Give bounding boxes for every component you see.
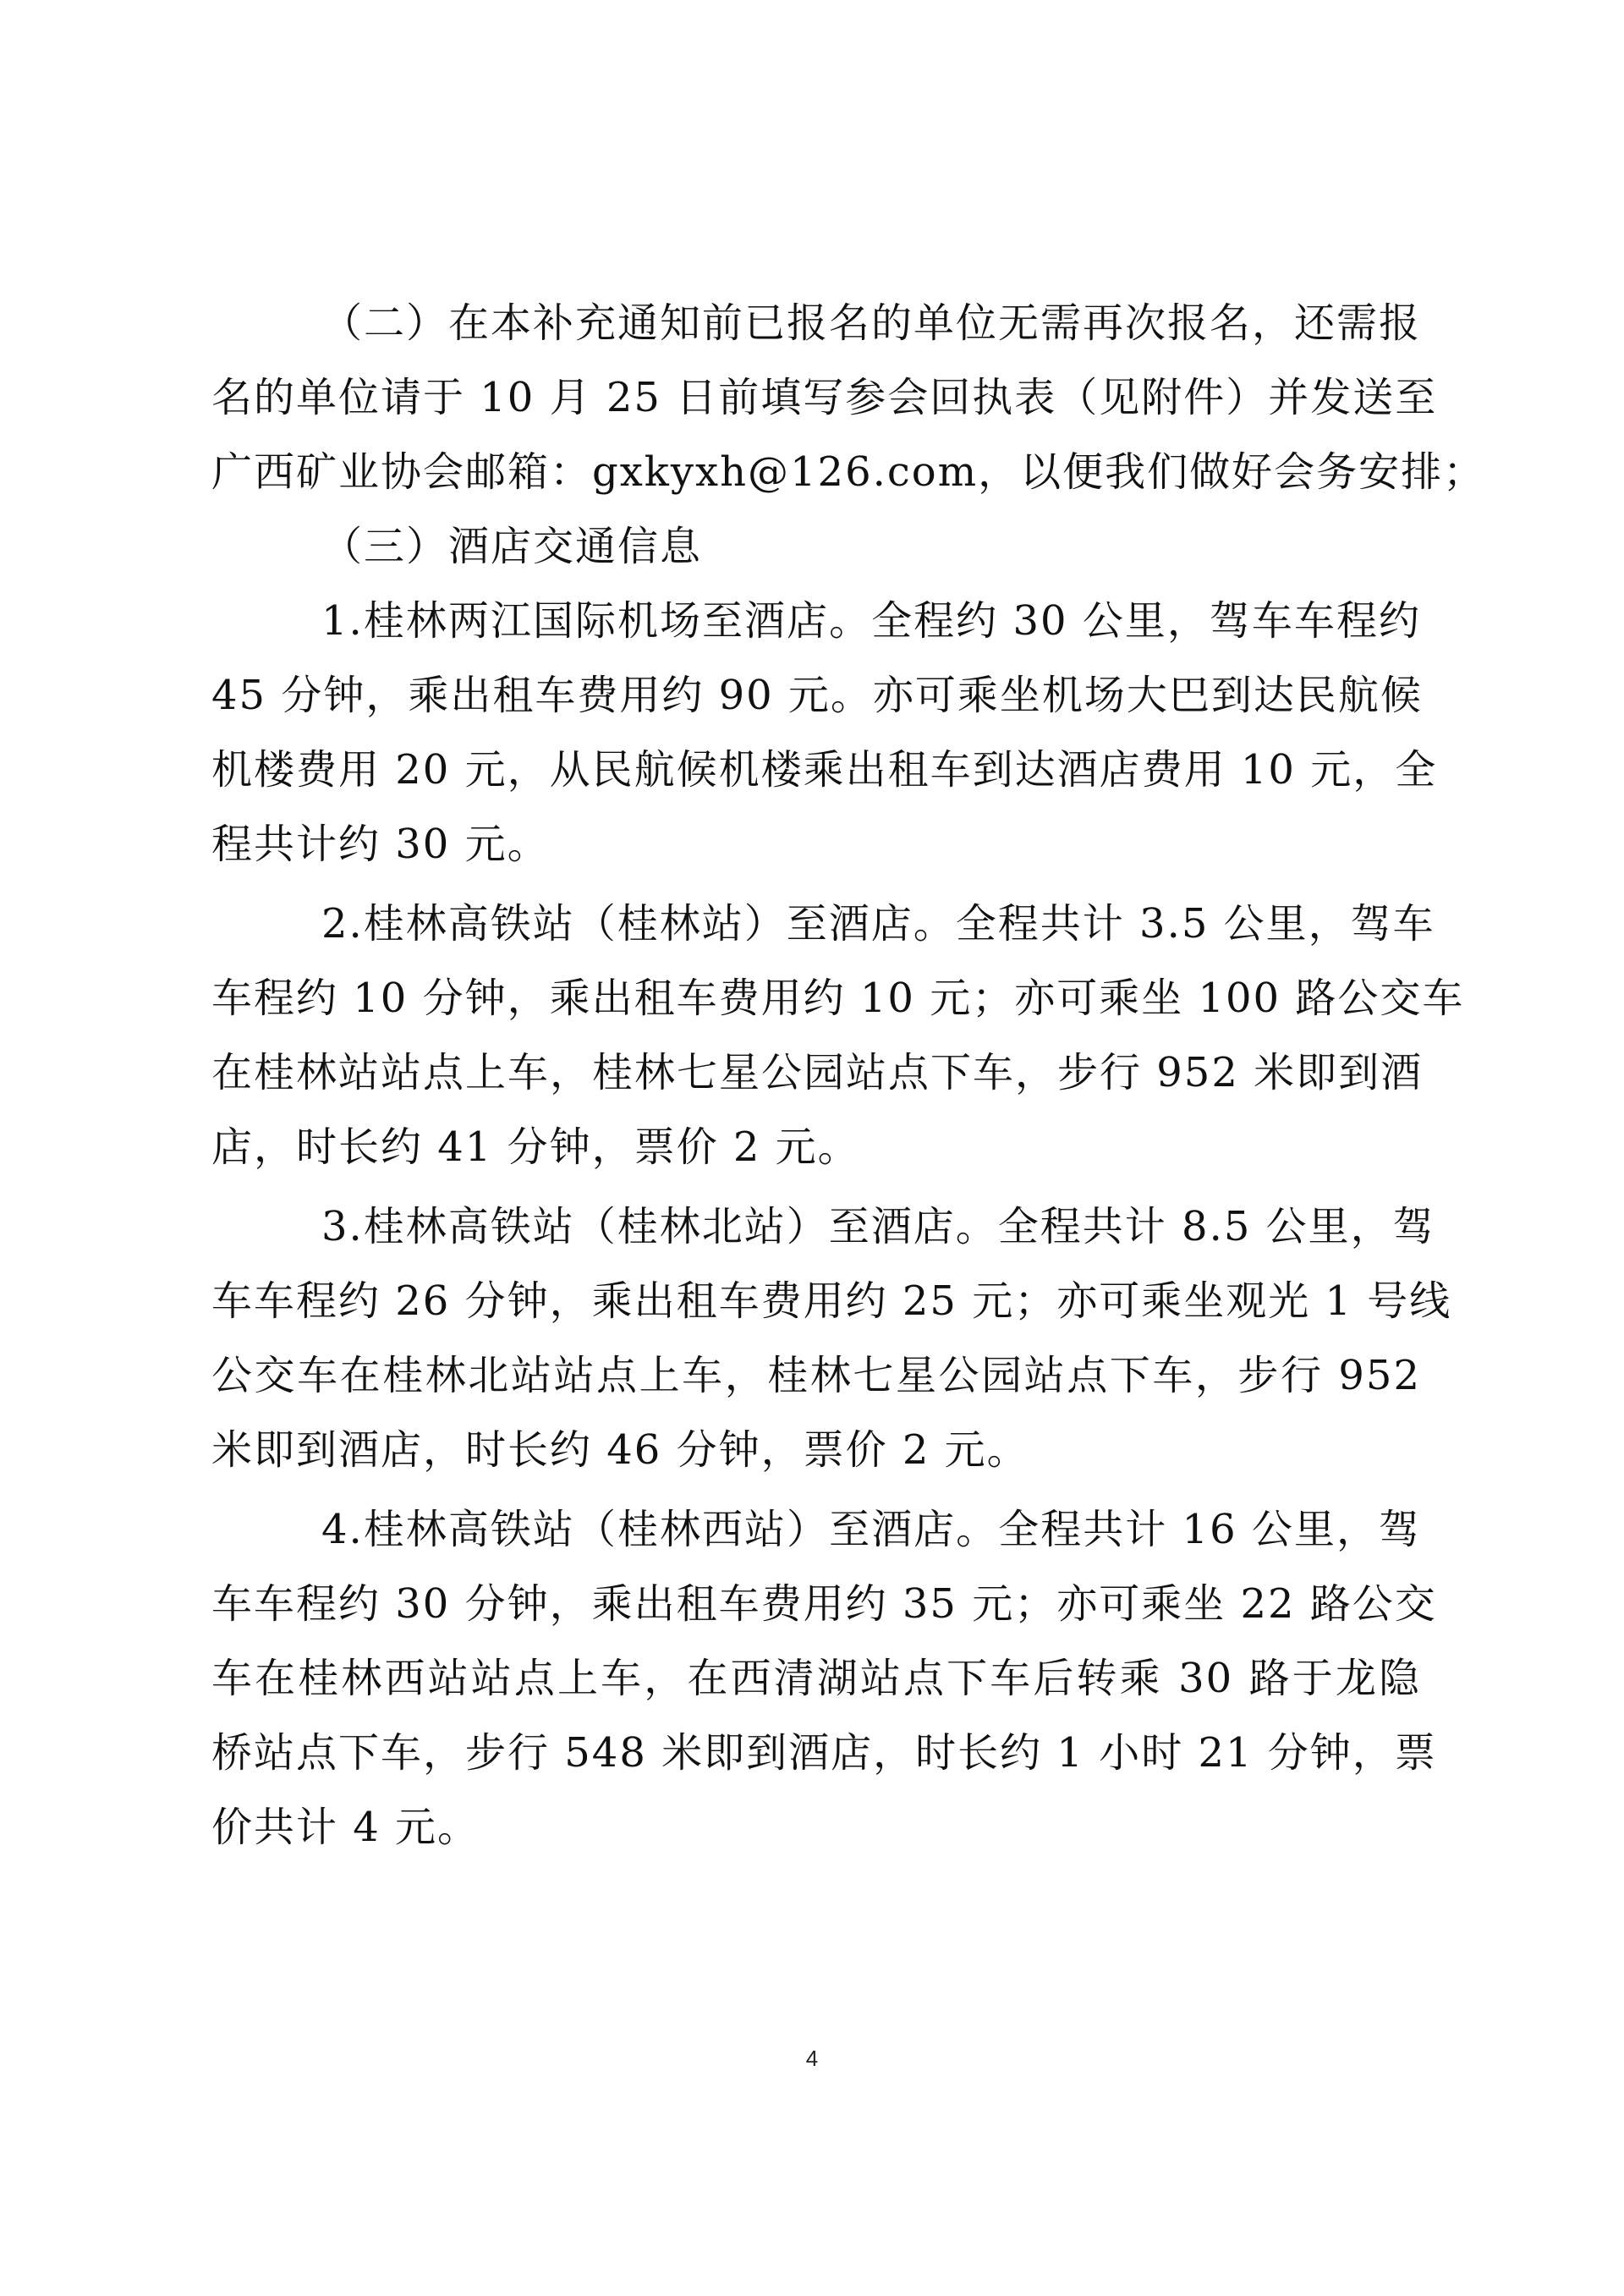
text-line: 在桂林站站点上车，桂林七星公园站点下车，步行 952 米即到酒 [211,1049,1424,1096]
page-number: 4 [805,2046,819,2071]
section-heading-hotel-transport [211,509,1421,584]
text-line: 机楼费用 20 元，从民航候机楼乘出租车到达酒店费用 10 元，全 [211,746,1438,794]
text-line: 3.桂林高铁站（桂林北站）至酒店。全程共计 8.5 公里，驾 [321,1203,1435,1250]
text-line: 米即到酒店，时长约 46 分钟，票价 2 元。 [211,1426,1029,1474]
text-line: 车在桂林西站站点上车，在西清湖站点下车后转乘 30 路于龙隐 [211,1655,1421,1702]
text-line: 45 分钟，乘出租车费用约 90 元。亦可乘坐机场大巴到达民航候 [211,672,1423,719]
paragraph-route-airport [211,584,1438,882]
text-line: 4.桂林高铁站（桂林西站）至酒店。全程共计 16 公里，驾 [321,1506,1421,1553]
text-line: 1.桂林两江国际机场至酒店。全程约 30 公里，驾车车程约 [321,597,1421,645]
text-line: 2.桂林高铁站（桂林站）至酒店。全程共计 3.5 公里，驾车 [321,900,1435,948]
text-line: 桥站点下车，步行 548 米即到酒店，时长约 1 小时 21 分钟，票 [211,1729,1437,1777]
text-line: 店，时长约 41 分钟，票价 2 元。 [211,1123,860,1171]
text-line: 车车程约 30 分钟，乘出租车费用约 35 元；亦可乘坐 22 路公交 [211,1580,1437,1628]
text-line: 公交车在桂林北站站点上车，桂林七星公园站点下车，步行 952 [211,1352,1421,1399]
text-line: （二）在本补充通知前已报名的单位无需再次报名，还需报 [321,299,1422,347]
paragraph-route-guilin-station [211,887,1465,1184]
text-line: 车车程约 26 分钟，乘出租车费用约 25 元；亦可乘坐观光 1 号线 [211,1277,1452,1325]
text-line: 车程约 10 分钟，乘出租车费用约 10 元；亦可乘坐 100 路公交车 [211,975,1465,1022]
paragraph-registration [211,286,1486,509]
document-body [211,286,1486,1865]
paragraph-route-guilin-north [211,1189,1452,1487]
text-line: 程共计约 30 元。 [211,821,550,868]
paragraph-route-guilin-west [211,1492,1437,1865]
text-line: 名的单位请于 10 月 25 日前填写参会回执表（见附件）并发送至 [211,374,1438,421]
text-line: 价共计 4 元。 [211,1804,480,1851]
text-line-with-email: 广西矿业协会邮箱：gxkyxh@126.com，以便我们做好会务安排； [211,448,1486,496]
section-heading: （三）酒店交通信息 [321,523,703,570]
